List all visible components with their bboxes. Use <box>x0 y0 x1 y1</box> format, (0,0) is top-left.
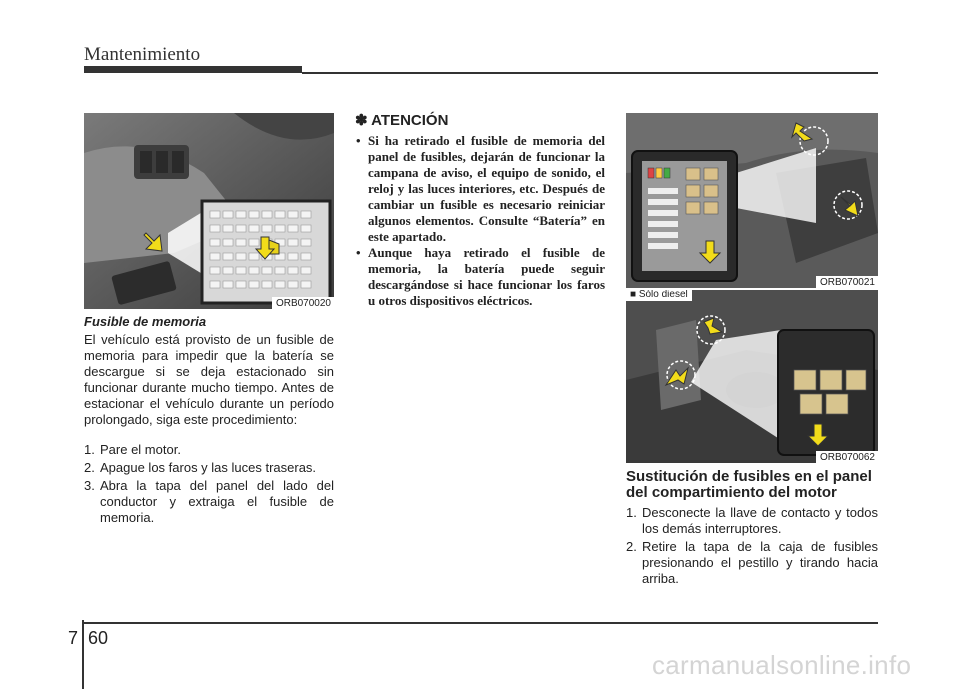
footer-rule <box>84 622 878 624</box>
figure-caption: ORB070062 <box>816 451 878 463</box>
attention-text: Aunque haya retirado el fusible de memoria, la batería puede seguir descargándose si hace funcionar los faros u otros dispositivos eléctricos. <box>368 245 605 308</box>
list-item <box>84 442 334 458</box>
step-number: 2. <box>626 539 637 554</box>
figure-fuse-panel-interior <box>84 113 334 309</box>
figure-engine-fuse-box <box>626 113 878 288</box>
step-number: 3. <box>84 478 95 493</box>
step-text: Pare el motor. <box>100 442 181 457</box>
procedure-steps <box>84 442 334 526</box>
memory-fuse-section <box>84 314 334 528</box>
list-item <box>355 245 605 309</box>
engine-fuse-section <box>626 469 878 589</box>
diesel-fuse-box-illustration <box>626 290 878 463</box>
attention-list <box>355 133 605 309</box>
step-number: 2. <box>84 460 95 475</box>
figure-caption: ORB070020 <box>272 297 334 309</box>
engine-fuse-box-illustration <box>626 113 878 288</box>
diesel-only-tag <box>626 290 692 301</box>
list-item <box>626 539 878 587</box>
procedure-steps <box>626 505 878 587</box>
diesel-only-label: Sólo diesel <box>638 290 688 300</box>
figure-diesel-fuse-box <box>626 290 878 463</box>
square-icon: ■ <box>630 290 637 300</box>
list-item <box>84 478 334 526</box>
list-item <box>626 505 878 537</box>
attention-title: ✽ ATENCIÓN <box>355 112 449 129</box>
step-number: 1. <box>84 442 95 457</box>
list-item <box>84 460 334 476</box>
watermark: carmanualsonline.info <box>652 650 912 680</box>
list-item <box>355 133 605 245</box>
attention-text: Si ha retirado el fusible de memoria del panel de fusibles, dejarán de funcionar la campana de aviso, el equipo de sonido, el reloj y las luces interiores, etc. Después de cambiar un fusible es necesario reiniciar algunos elementos. Consulte “Batería” en este apartado. <box>368 133 605 244</box>
step-text: Desconecte la llave de contacto y todos los demás interruptores. <box>642 505 878 536</box>
attention-box <box>355 111 605 309</box>
footer-divider <box>82 620 84 689</box>
section-title: Sustitución de fusibles en el panel del compartimiento del motor <box>626 468 872 501</box>
header-rule <box>302 72 878 74</box>
fuse-panel-illustration <box>84 113 334 309</box>
figure-caption: ORB070021 <box>816 276 878 288</box>
step-text: Apague los faros y las luces traseras. <box>100 460 317 475</box>
bullet: • <box>356 245 361 260</box>
step-text: Retire la tapa de la caja de fusibles presionando el pestillo y tirando hacia arriba. <box>642 539 878 586</box>
chapter-number: 7 <box>68 628 79 648</box>
header-title: Mantenimiento <box>84 44 201 65</box>
step-number: 1. <box>626 505 637 520</box>
step-text: Abra la tapa del panel del lado del conductor y extraiga el fusible de memoria. <box>100 478 334 525</box>
page-number: 60 <box>88 628 109 648</box>
intro-paragraph: El vehículo está provisto de un fusible de memoria para impedir que la batería se descargue si se deja estacionado sin funcionar durante mucho tiempo. Antes de estacionar el vehículo durante un período prolongado, siga este procedimiento: <box>84 332 334 427</box>
bullet: • <box>356 133 361 148</box>
section-subheading: Fusible de memoria <box>84 314 207 329</box>
header-bar <box>84 66 302 73</box>
